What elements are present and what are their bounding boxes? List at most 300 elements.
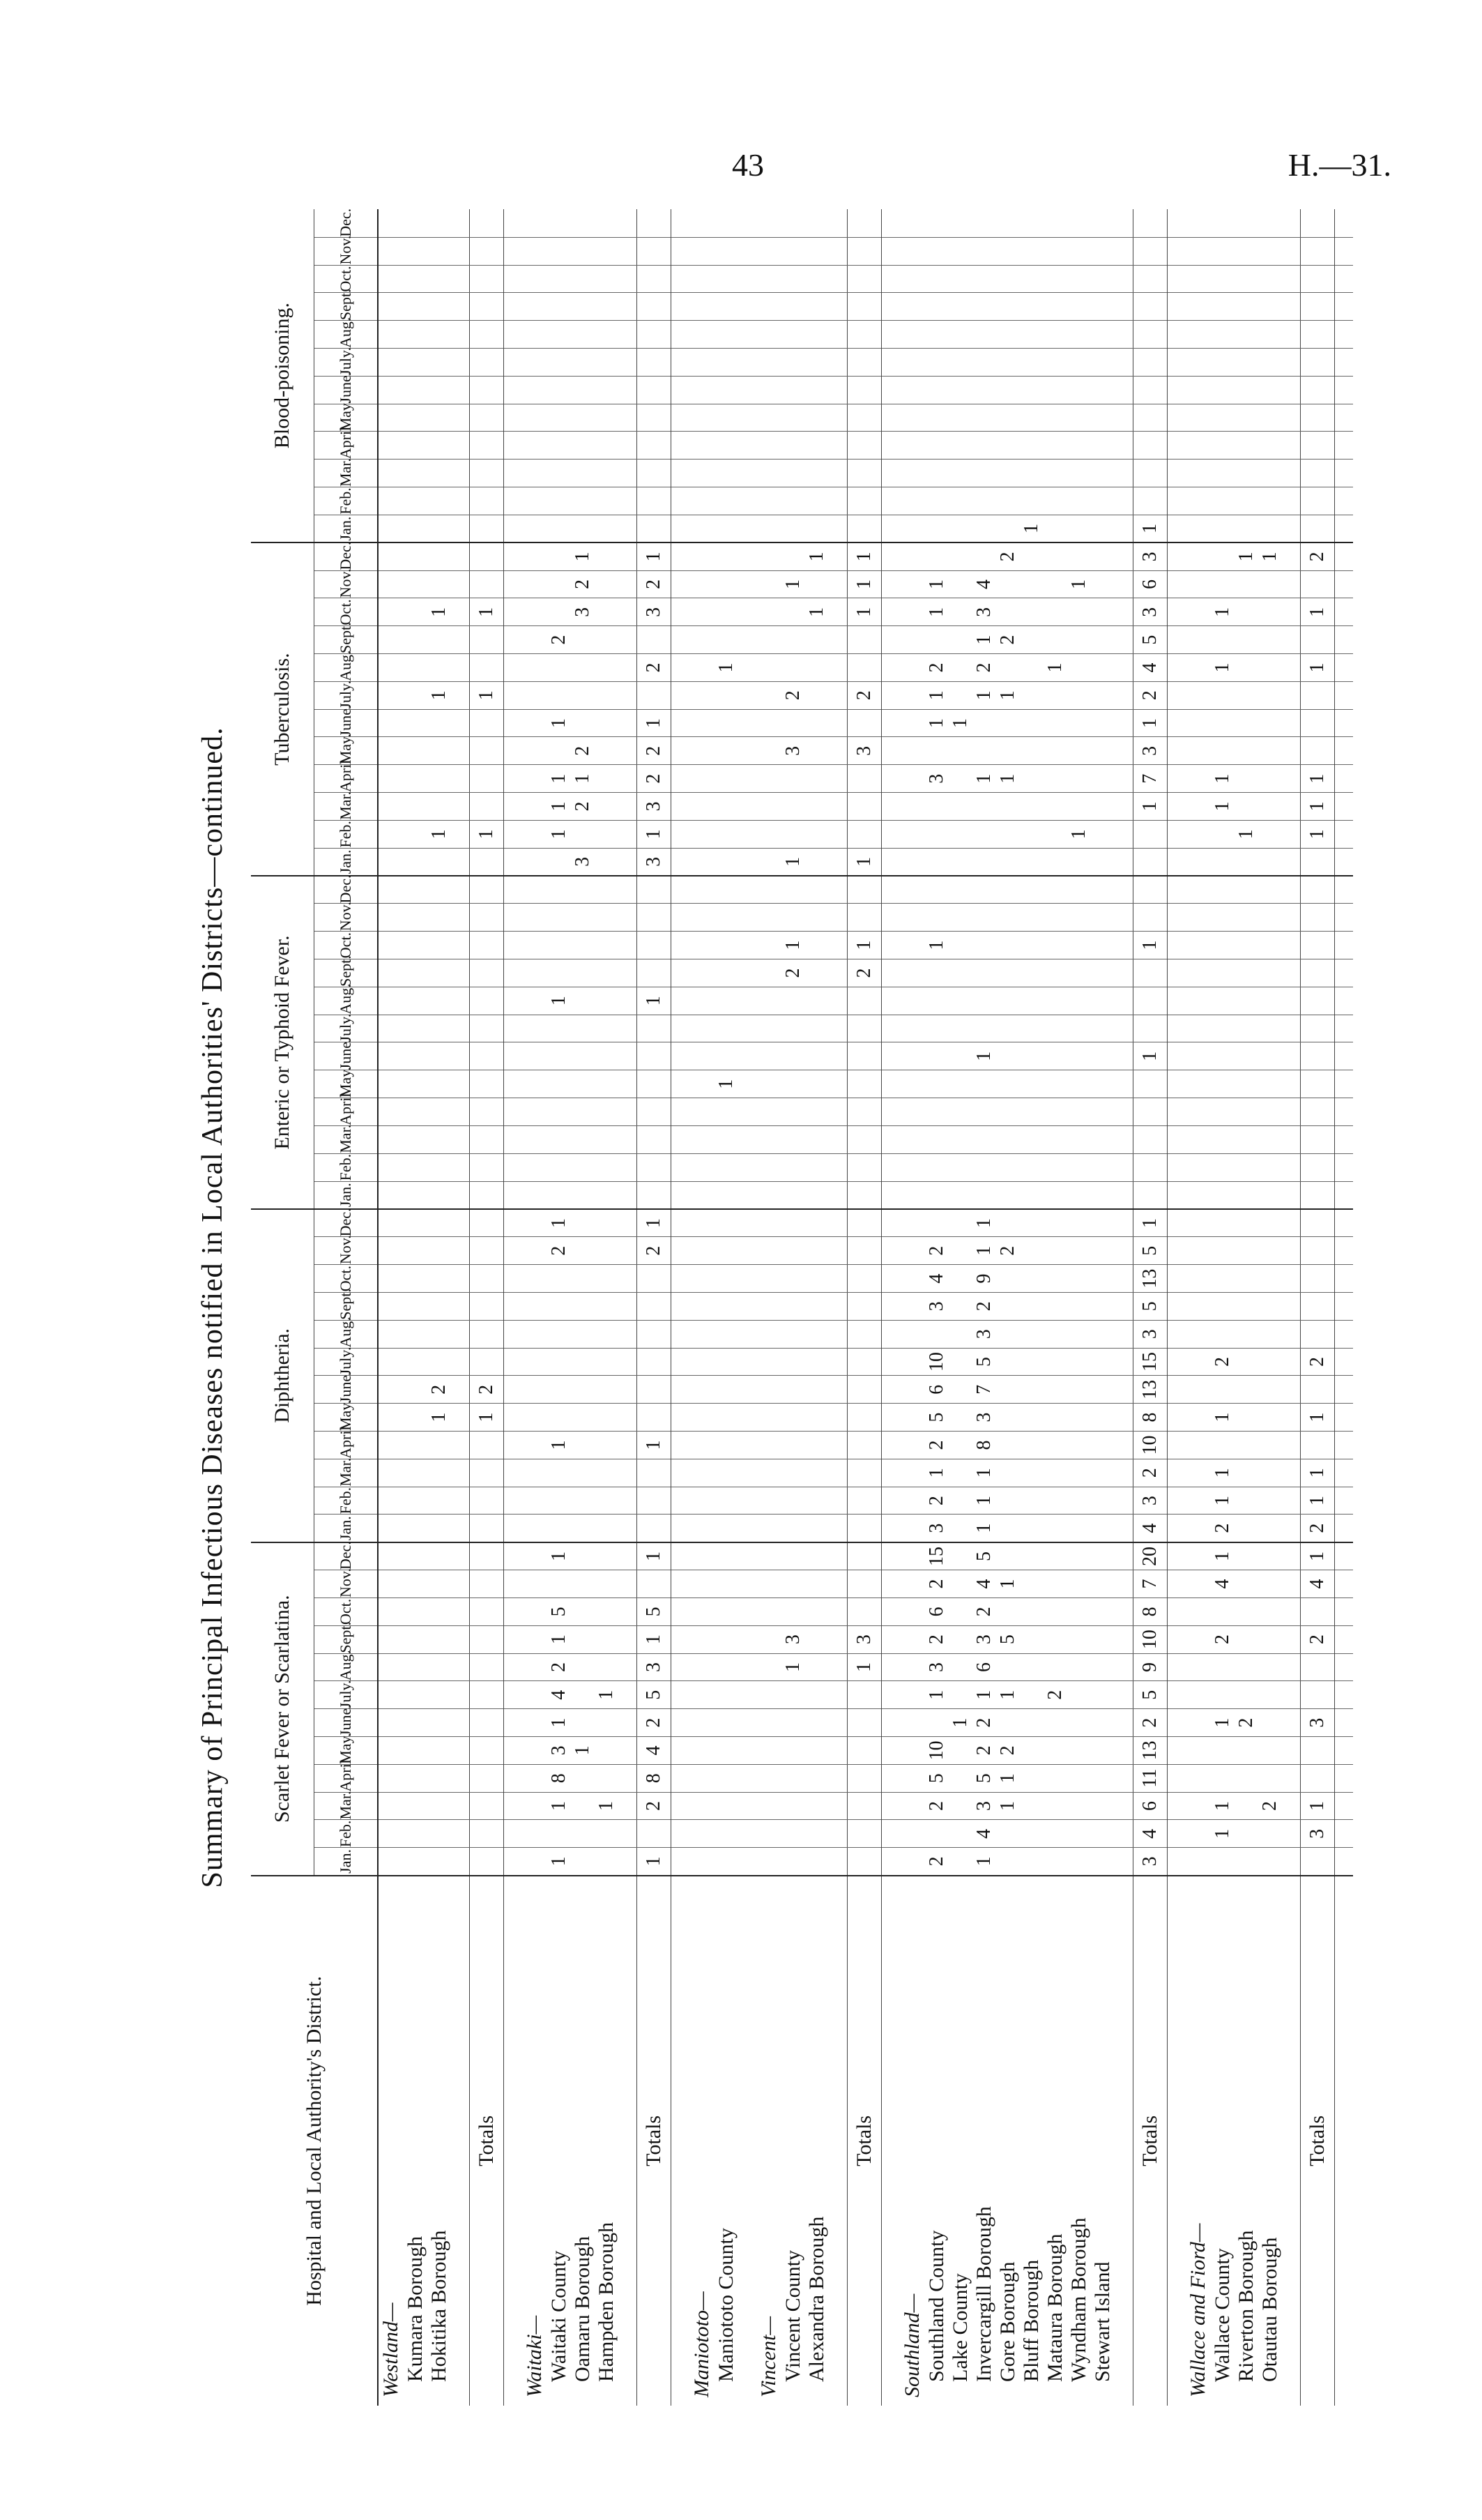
count-cell — [1020, 1709, 1044, 1737]
count-cell: 5 — [925, 1764, 949, 1792]
count-cell — [996, 1320, 1020, 1348]
count-cell: 1 — [1211, 765, 1235, 793]
count-cell — [1020, 793, 1044, 821]
count-cell — [1091, 348, 1115, 376]
count-cell — [996, 376, 1020, 404]
count-cell — [1258, 820, 1282, 848]
count-cell — [637, 515, 671, 542]
count-cell — [1235, 681, 1258, 709]
count-cell — [996, 1597, 1020, 1625]
count-cell — [470, 1542, 504, 1570]
count-cell — [972, 376, 996, 404]
count-cell — [949, 1292, 972, 1320]
count-cell — [427, 1570, 451, 1598]
count-cell — [1235, 1015, 1258, 1042]
count-cell — [427, 1015, 451, 1042]
count-cell — [1211, 487, 1235, 515]
count-cell: 1 — [547, 987, 571, 1015]
count-cell — [1235, 1404, 1258, 1432]
count-cell: 2 — [925, 1237, 949, 1265]
month-header: Nov. — [314, 1237, 379, 1265]
count-cell — [715, 1432, 738, 1459]
count-cell — [1133, 987, 1168, 1015]
count-cell — [1211, 432, 1235, 460]
count-cell — [996, 1125, 1020, 1153]
count-cell — [848, 404, 882, 432]
count-cell: 3 — [781, 1625, 805, 1653]
count-cell — [1211, 1292, 1235, 1320]
count-cell — [949, 1792, 972, 1820]
count-cell — [470, 265, 504, 293]
count-cell — [470, 1265, 504, 1293]
count-cell — [1301, 460, 1335, 487]
count-cell — [949, 1209, 972, 1237]
count-cell — [715, 487, 738, 515]
month-header: Nov. — [314, 904, 379, 932]
count-cell — [404, 1265, 427, 1293]
count-cell — [1020, 626, 1044, 654]
count-cell — [781, 209, 805, 237]
count-cell — [1211, 681, 1235, 709]
count-cell — [1044, 293, 1067, 321]
count-cell — [427, 1487, 451, 1515]
count-cell — [547, 1459, 571, 1487]
count-cell — [571, 1125, 595, 1153]
count-cell — [404, 1820, 427, 1848]
count-cell — [595, 487, 618, 515]
count-cell — [781, 376, 805, 404]
count-cell — [1133, 293, 1168, 321]
count-cell — [1091, 293, 1115, 321]
count-cell — [996, 321, 1020, 349]
count-cell — [925, 904, 949, 932]
count-cell: 2 — [925, 1570, 949, 1598]
count-cell: 2 — [972, 1737, 996, 1765]
count-cell — [1211, 1181, 1235, 1209]
count-cell: 3 — [1133, 737, 1168, 765]
count-cell — [427, 1320, 451, 1348]
count-cell: 2 — [925, 1432, 949, 1459]
count-cell — [1044, 1709, 1067, 1737]
count-cell — [547, 598, 571, 626]
count-cell: 2 — [972, 1292, 996, 1320]
count-cell: 7 — [972, 1376, 996, 1404]
count-cell — [1020, 876, 1044, 904]
count-cell — [1211, 1237, 1235, 1265]
count-cell — [949, 598, 972, 626]
count-cell — [972, 404, 996, 432]
count-cell — [547, 1070, 571, 1098]
count-cell — [1258, 1737, 1282, 1765]
count-cell — [404, 1459, 427, 1487]
count-cell — [1133, 348, 1168, 376]
totals-label: Totals — [470, 1876, 504, 2406]
count-cell — [1044, 1153, 1067, 1181]
count-cell — [470, 1625, 504, 1653]
count-cell — [996, 1348, 1020, 1376]
count-cell — [1133, 1015, 1168, 1042]
count-cell — [925, 1709, 949, 1737]
count-cell — [996, 1098, 1020, 1126]
count-cell — [1020, 987, 1044, 1015]
count-cell — [1091, 1098, 1115, 1126]
count-cell — [715, 1487, 738, 1515]
count-cell — [637, 959, 671, 987]
region-row — [522, 209, 547, 2406]
count-cell — [715, 1820, 738, 1848]
count-cell — [848, 1570, 882, 1598]
month-header: April. — [314, 432, 379, 460]
count-cell — [781, 1515, 805, 1542]
count-cell: 1 — [547, 765, 571, 793]
count-cell — [805, 1181, 829, 1209]
count-cell: 4 — [1133, 1820, 1168, 1848]
count-cell — [1133, 1181, 1168, 1209]
count-cell — [470, 1125, 504, 1153]
count-cell — [1091, 487, 1115, 515]
count-cell — [996, 709, 1020, 737]
table-row — [1091, 209, 1115, 2406]
count-cell: 2 — [1044, 1681, 1067, 1709]
count-cell — [1067, 1098, 1091, 1126]
count-cell — [1235, 1487, 1258, 1515]
count-cell — [1211, 904, 1235, 932]
count-cell — [1235, 1432, 1258, 1459]
count-cell: 4 — [972, 570, 996, 598]
month-header: Dec. — [314, 542, 379, 570]
count-cell — [1235, 348, 1258, 376]
count-cell — [1091, 1070, 1115, 1098]
count-cell — [1211, 1376, 1235, 1404]
count-cell — [715, 1709, 738, 1737]
count-cell — [547, 1570, 571, 1598]
count-cell — [470, 1681, 504, 1709]
count-cell: 1 — [1133, 793, 1168, 821]
count-cell — [470, 376, 504, 404]
count-cell — [1020, 654, 1044, 682]
count-cell — [949, 1820, 972, 1848]
count-cell — [404, 265, 427, 293]
count-cell — [1235, 1153, 1258, 1181]
count-cell — [1091, 959, 1115, 987]
count-cell — [571, 959, 595, 987]
count-cell — [547, 1320, 571, 1348]
count-cell — [949, 1070, 972, 1098]
count-cell — [595, 1515, 618, 1542]
count-cell — [637, 376, 671, 404]
count-cell — [595, 1042, 618, 1070]
count-cell — [1258, 1292, 1282, 1320]
table-row — [805, 209, 829, 2406]
count-cell: 1 — [637, 820, 671, 848]
count-cell — [848, 348, 882, 376]
count-cell — [781, 598, 805, 626]
count-cell — [427, 1070, 451, 1098]
count-cell — [1133, 1153, 1168, 1181]
count-cell — [404, 848, 427, 876]
count-cell: 7 — [1133, 765, 1168, 793]
count-cell — [427, 1348, 451, 1376]
count-cell — [1020, 265, 1044, 293]
count-cell — [427, 1820, 451, 1848]
count-cell — [1301, 904, 1335, 932]
count-cell — [1235, 1292, 1258, 1320]
month-header: Feb. — [314, 820, 379, 848]
count-cell — [1091, 1125, 1115, 1153]
count-cell — [715, 876, 738, 904]
count-cell — [571, 1681, 595, 1709]
count-cell: 3 — [972, 598, 996, 626]
count-cell — [404, 904, 427, 932]
count-cell — [1091, 265, 1115, 293]
count-cell — [404, 237, 427, 265]
count-cell — [1091, 1487, 1115, 1515]
count-cell — [1258, 904, 1282, 932]
count-cell — [925, 1042, 949, 1070]
count-cell — [972, 237, 996, 265]
count-cell — [1301, 432, 1335, 460]
count-cell — [848, 265, 882, 293]
count-cell — [427, 1848, 451, 1876]
disease-header: Diphtheria. — [251, 1209, 314, 1542]
count-cell — [571, 1515, 595, 1542]
count-cell — [1044, 1597, 1067, 1625]
count-cell — [1067, 1709, 1091, 1737]
count-cell — [470, 932, 504, 959]
month-header: May. — [314, 1404, 379, 1432]
count-cell — [1211, 1265, 1235, 1293]
count-cell: 5 — [637, 1597, 671, 1625]
count-cell: 1 — [972, 1681, 996, 1709]
count-cell: 1 — [848, 932, 882, 959]
count-cell — [595, 321, 618, 349]
count-cell — [848, 1098, 882, 1126]
count-cell — [1301, 1125, 1335, 1153]
count-cell — [404, 1098, 427, 1126]
count-cell: 1 — [1211, 1459, 1235, 1487]
count-cell: 2 — [427, 1376, 451, 1404]
count-cell — [1133, 487, 1168, 515]
count-cell — [1301, 1098, 1335, 1126]
count-cell — [1044, 848, 1067, 876]
count-cell — [470, 1487, 504, 1515]
count-cell — [715, 1792, 738, 1820]
count-cell — [972, 1125, 996, 1153]
count-cell — [547, 737, 571, 765]
count-cell — [595, 293, 618, 321]
count-cell — [1211, 515, 1235, 542]
count-cell: 1 — [637, 1848, 671, 1876]
count-cell — [571, 1042, 595, 1070]
count-cell — [848, 376, 882, 404]
count-cell — [996, 1459, 1020, 1487]
count-cell — [470, 1320, 504, 1348]
count-cell — [781, 1042, 805, 1070]
count-cell — [781, 709, 805, 737]
month-header: July. — [314, 681, 379, 709]
count-cell — [1235, 1181, 1258, 1209]
count-cell: 2 — [637, 1792, 671, 1820]
month-header: July. — [314, 1681, 379, 1709]
count-cell — [470, 959, 504, 987]
count-cell — [1301, 293, 1335, 321]
count-cell — [571, 209, 595, 237]
count-cell — [781, 487, 805, 515]
count-cell — [949, 348, 972, 376]
count-cell — [595, 1542, 618, 1570]
count-cell — [1091, 1515, 1115, 1542]
count-cell — [470, 1709, 504, 1737]
count-cell — [949, 1348, 972, 1376]
count-cell — [470, 1432, 504, 1459]
count-cell — [470, 1348, 504, 1376]
count-cell — [571, 1432, 595, 1459]
count-cell — [1067, 487, 1091, 515]
count-cell: 2 — [1235, 1709, 1258, 1737]
count-cell — [715, 265, 738, 293]
count-cell: 1 — [996, 1570, 1020, 1598]
count-cell — [1020, 737, 1044, 765]
count-cell: 8 — [1133, 1404, 1168, 1432]
count-cell — [996, 1515, 1020, 1542]
count-cell — [715, 542, 738, 570]
count-cell — [848, 654, 882, 682]
count-cell: 1 — [925, 932, 949, 959]
count-cell — [1091, 626, 1115, 654]
count-cell: 5 — [925, 1404, 949, 1432]
count-cell — [805, 1070, 829, 1098]
count-cell — [1258, 1848, 1282, 1876]
count-cell — [805, 1709, 829, 1737]
count-cell: 1 — [637, 987, 671, 1015]
count-cell — [1211, 1764, 1235, 1792]
count-cell — [1091, 987, 1115, 1015]
count-cell — [1235, 460, 1258, 487]
count-cell — [925, 959, 949, 987]
count-cell — [595, 1848, 618, 1876]
count-cell — [805, 1792, 829, 1820]
count-cell — [404, 681, 427, 709]
count-cell — [715, 1348, 738, 1376]
count-cell — [637, 1320, 671, 1348]
month-header: Nov. — [314, 237, 379, 265]
count-cell: 3 — [781, 737, 805, 765]
month-header: June. — [314, 1709, 379, 1737]
count-cell — [1133, 376, 1168, 404]
count-cell — [781, 1570, 805, 1598]
count-cell — [1067, 293, 1091, 321]
count-cell — [571, 1181, 595, 1209]
count-cell — [1044, 1098, 1067, 1126]
month-header: May. — [314, 404, 379, 432]
count-cell — [949, 321, 972, 349]
count-cell — [1020, 1625, 1044, 1653]
count-cell — [1020, 1153, 1044, 1181]
count-cell — [470, 765, 504, 793]
count-cell — [1235, 1209, 1258, 1237]
count-cell — [1044, 542, 1067, 570]
count-cell: 2 — [1301, 1348, 1335, 1376]
count-cell: 13 — [1133, 1265, 1168, 1293]
count-cell — [781, 1432, 805, 1459]
count-cell — [949, 570, 972, 598]
count-cell — [848, 1015, 882, 1042]
count-cell — [1235, 1625, 1258, 1653]
count-cell — [1044, 1542, 1067, 1570]
count-cell — [1133, 460, 1168, 487]
count-cell — [404, 1515, 427, 1542]
count-cell: 2 — [1133, 1709, 1168, 1737]
count-cell: 2 — [996, 542, 1020, 570]
count-cell — [1211, 1153, 1235, 1181]
count-cell — [595, 1125, 618, 1153]
count-cell: 4 — [1133, 1515, 1168, 1542]
count-cell: 1 — [547, 1432, 571, 1459]
count-cell — [637, 904, 671, 932]
count-cell — [848, 209, 882, 237]
count-cell — [781, 1098, 805, 1126]
count-cell — [1067, 542, 1091, 570]
count-cell — [1044, 1432, 1067, 1459]
count-cell — [996, 460, 1020, 487]
count-cell — [1020, 460, 1044, 487]
count-cell — [404, 432, 427, 460]
count-cell: 1 — [595, 1792, 618, 1820]
count-cell — [1235, 654, 1258, 682]
count-cell — [1044, 515, 1067, 542]
count-cell: 5 — [972, 1348, 996, 1376]
count-cell — [1020, 1265, 1044, 1293]
count-cell — [1301, 1015, 1335, 1042]
count-cell — [637, 1015, 671, 1042]
count-cell: 4 — [1133, 654, 1168, 682]
count-cell: 2 — [571, 793, 595, 821]
count-cell — [949, 793, 972, 821]
count-cell — [996, 1070, 1020, 1098]
count-cell — [949, 1653, 972, 1681]
count-cell — [427, 1265, 451, 1293]
count-cell — [547, 293, 571, 321]
count-cell — [1044, 1653, 1067, 1681]
count-cell — [805, 848, 829, 876]
count-cell — [1301, 487, 1335, 515]
count-cell — [781, 404, 805, 432]
count-cell: 2 — [1133, 681, 1168, 709]
district-label: Southland County — [925, 2230, 948, 2382]
month-header: May. — [314, 737, 379, 765]
count-cell — [595, 1570, 618, 1598]
count-cell — [781, 1292, 805, 1320]
count-cell — [848, 321, 882, 349]
count-cell — [781, 1015, 805, 1042]
district-label: Kumara Borough — [404, 2236, 427, 2382]
count-cell — [1044, 1348, 1067, 1376]
month-header: July. — [314, 348, 379, 376]
count-cell — [1067, 876, 1091, 904]
count-cell — [996, 348, 1020, 376]
region-label: Waitaki— — [523, 2315, 546, 2397]
count-cell — [1211, 709, 1235, 737]
count-cell — [781, 987, 805, 1015]
count-cell: 1 — [972, 626, 996, 654]
count-cell — [715, 1015, 738, 1042]
count-cell — [427, 1292, 451, 1320]
count-cell — [1235, 1792, 1258, 1820]
count-cell — [1258, 848, 1282, 876]
count-cell — [949, 293, 972, 321]
count-cell — [1044, 487, 1067, 515]
count-cell — [949, 376, 972, 404]
